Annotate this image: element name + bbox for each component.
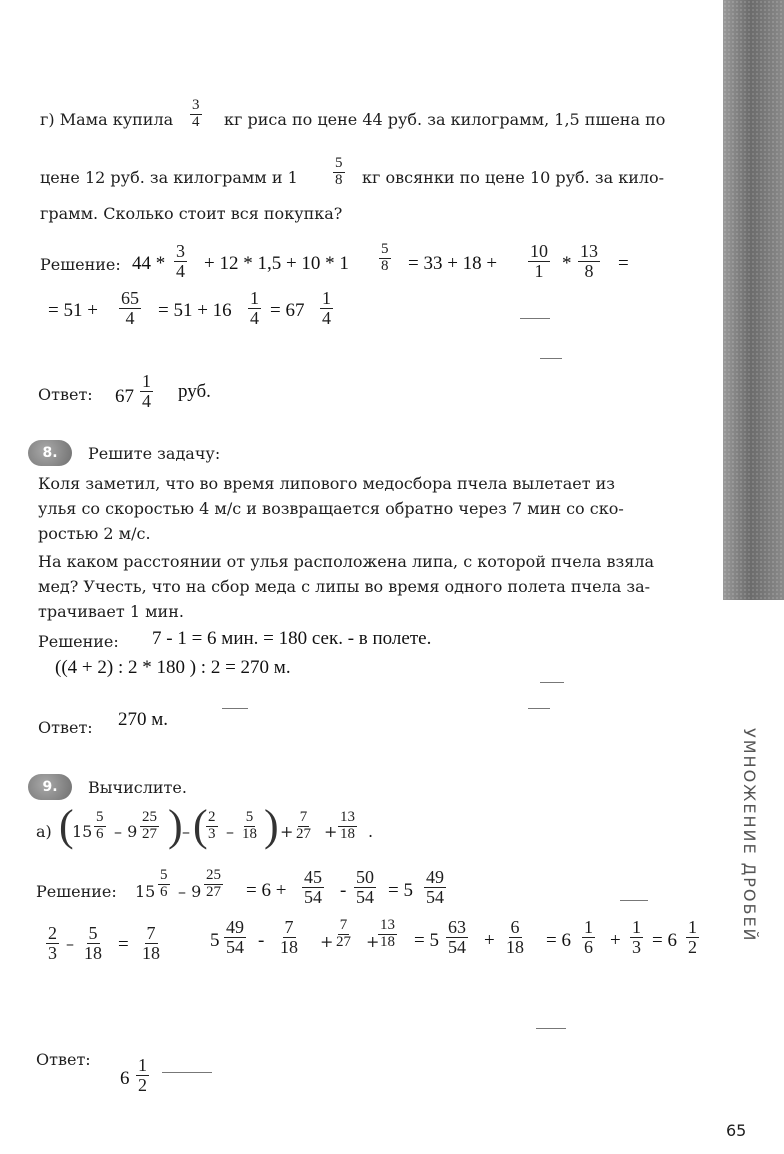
- fraction: $\frac{49}{54}$: [426, 867, 444, 907]
- chapter-title: УМНОЖЕНИЕ ДРОБЕЙ: [740, 728, 759, 943]
- expression-text: –: [226, 822, 234, 841]
- fraction: $\frac{7}{27}$: [336, 917, 351, 950]
- task-text-line: трачивает 1 мин.: [38, 602, 184, 621]
- solution-text: + 12 * 1,5 + 10 * 1: [204, 253, 349, 274]
- fraction: $\frac{5}{8}$: [335, 155, 343, 188]
- fraction: $\frac{2}{3}$: [48, 923, 57, 963]
- solution-text: ((4 + 2) : 2 * 180 ) : 2 = 270 м.: [55, 657, 291, 678]
- expression-text: .: [368, 822, 374, 841]
- fraction: $\frac{25}{27}$: [206, 867, 221, 900]
- fraction: $\frac{5}{6}$: [96, 809, 104, 842]
- fraction: $\frac{1}{3}$: [632, 917, 641, 957]
- solution-text: =: [118, 934, 129, 955]
- answer-value: 6: [120, 1068, 130, 1089]
- fraction: $\frac{3}{4}$: [176, 241, 185, 281]
- pen-mark: [520, 318, 550, 319]
- fraction: $\frac{5}{8}$: [381, 241, 389, 274]
- solution-text: = 6: [546, 930, 571, 951]
- solution-text: 44 *: [132, 253, 166, 274]
- solution-text: +: [320, 932, 334, 951]
- fraction: $\frac{1}{4}$: [322, 288, 331, 328]
- answer-label: Ответ:: [36, 1050, 91, 1069]
- answer-label: Ответ:: [38, 385, 93, 404]
- solution-text: = 51 +: [48, 300, 98, 321]
- right-paren: ): [264, 801, 279, 850]
- solution-label: Решение:: [38, 632, 119, 651]
- fraction: $\frac{13}{8}$: [580, 241, 598, 281]
- solution-text: – 9: [178, 882, 202, 901]
- fraction: $\frac{5}{18}$: [84, 923, 102, 963]
- answer-unit: руб.: [178, 381, 211, 402]
- task-g-text-3: цене 12 руб. за килограмм и 1: [40, 168, 298, 187]
- solution-text: = 5: [414, 930, 439, 951]
- answer-label: Ответ:: [38, 718, 93, 737]
- solution-label: Решение:: [36, 882, 117, 901]
- fraction: $\frac{63}{54}$: [448, 917, 466, 957]
- task-g-text-1: г) Мама купила: [40, 110, 174, 129]
- fraction: $\frac{6}{18}$: [506, 917, 524, 957]
- right-paren: ): [168, 801, 183, 850]
- pen-mark: [222, 708, 248, 709]
- task-g-text-5: грамм. Сколько стоит вся покупка?: [40, 204, 343, 223]
- solution-text: = 5: [388, 880, 413, 901]
- fraction: $\frac{7}{18}$: [142, 923, 160, 963]
- solution-text: = 6: [652, 930, 677, 951]
- chapter-tab: [723, 0, 784, 600]
- solution-text: +: [610, 930, 621, 951]
- left-paren: (: [193, 801, 208, 850]
- fraction: $\frac{1}{2}$: [688, 917, 697, 957]
- pen-mark: [540, 682, 564, 683]
- task-text-line: На каком расстоянии от улья расположена липа, с которой пчела взяла: [38, 552, 655, 571]
- task-heading: Решите задачу:: [88, 444, 221, 463]
- solution-text: *: [562, 253, 572, 274]
- fraction: $\frac{3}{4}$: [192, 97, 200, 130]
- page-number: 65: [726, 1121, 747, 1140]
- solution-text: -: [258, 930, 265, 951]
- task-g-text-2: кг риса по цене 44 руб. за килограмм, 1,5 пшена по: [224, 110, 666, 129]
- fraction: $\frac{10}{1}$: [530, 241, 548, 281]
- fraction: $\frac{13}{18}$: [340, 809, 355, 842]
- task-g-text-4: кг овсянки по цене 10 руб. за кило-: [362, 168, 665, 187]
- expression-text: +: [280, 822, 294, 841]
- pen-mark: [540, 358, 562, 359]
- task-text-line: мед? Учесть, что на сбор меда с липы во время одного полета пчела за-: [38, 577, 651, 596]
- pen-mark: [536, 1028, 566, 1029]
- solution-text: 7 - 1 = 6 мин. = 180 сек. - в полете.: [152, 628, 432, 649]
- pen-mark: [162, 1072, 212, 1073]
- expression-text: 15: [72, 822, 93, 841]
- fraction: $\frac{1}{2}$: [138, 1055, 147, 1095]
- solution-text: =: [618, 253, 629, 274]
- fraction: $\frac{50}{54}$: [356, 867, 374, 907]
- fraction: $\frac{25}{27}$: [142, 809, 157, 842]
- solution-label: Решение:: [40, 255, 121, 274]
- solution-text: 5: [210, 930, 220, 951]
- fraction: $\frac{2}{3}$: [208, 809, 216, 842]
- pen-mark: [620, 900, 648, 901]
- task-number-badge: 9.: [28, 774, 72, 800]
- fraction: $\frac{1}{6}$: [584, 917, 593, 957]
- fraction: $\frac{65}{4}$: [121, 288, 139, 328]
- solution-text: +: [484, 930, 495, 951]
- task-heading: Вычислите.: [88, 778, 187, 797]
- task-text-line: Коля заметил, что во время липового медосбора пчела вылетает из: [38, 474, 616, 493]
- expression-text: –: [182, 822, 190, 841]
- expression-text: – 9: [114, 822, 138, 841]
- solution-text: = 67: [270, 300, 305, 321]
- solution-text: = 6 +: [246, 880, 287, 901]
- fraction: $\frac{13}{18}$: [380, 917, 395, 950]
- task-text-line: улья со скоростью 4 м/с и возвращается обратно через 7 мин со ско-: [38, 499, 624, 518]
- item-label: а): [36, 822, 52, 841]
- answer-value: 270 м.: [118, 709, 169, 730]
- answer-value: 67: [115, 386, 134, 407]
- task-text-line: ростью 2 м/с.: [38, 524, 151, 543]
- fraction: $\frac{7}{27}$: [296, 809, 311, 842]
- solution-text: 15: [135, 882, 156, 901]
- solution-text: +: [366, 932, 380, 951]
- task-number-badge: 8.: [28, 440, 72, 466]
- pen-mark: [528, 708, 550, 709]
- solution-text: = 33 + 18 +: [408, 253, 498, 274]
- fraction: $\frac{45}{54}$: [304, 867, 322, 907]
- fraction: $\frac{7}{18}$: [280, 917, 298, 957]
- fraction: $\frac{5}{6}$: [160, 867, 168, 900]
- solution-text: = 51 + 16: [158, 300, 232, 321]
- solution-text: –: [66, 934, 74, 953]
- fraction: $\frac{49}{54}$: [226, 917, 244, 957]
- fraction: $\frac{5}{18}$: [242, 809, 257, 842]
- fraction: $\frac{1}{4}$: [250, 288, 259, 328]
- solution-text: -: [340, 880, 347, 901]
- fraction: $\frac{1}{4}$: [142, 371, 151, 411]
- expression-text: +: [324, 822, 338, 841]
- left-paren: (: [59, 801, 74, 850]
